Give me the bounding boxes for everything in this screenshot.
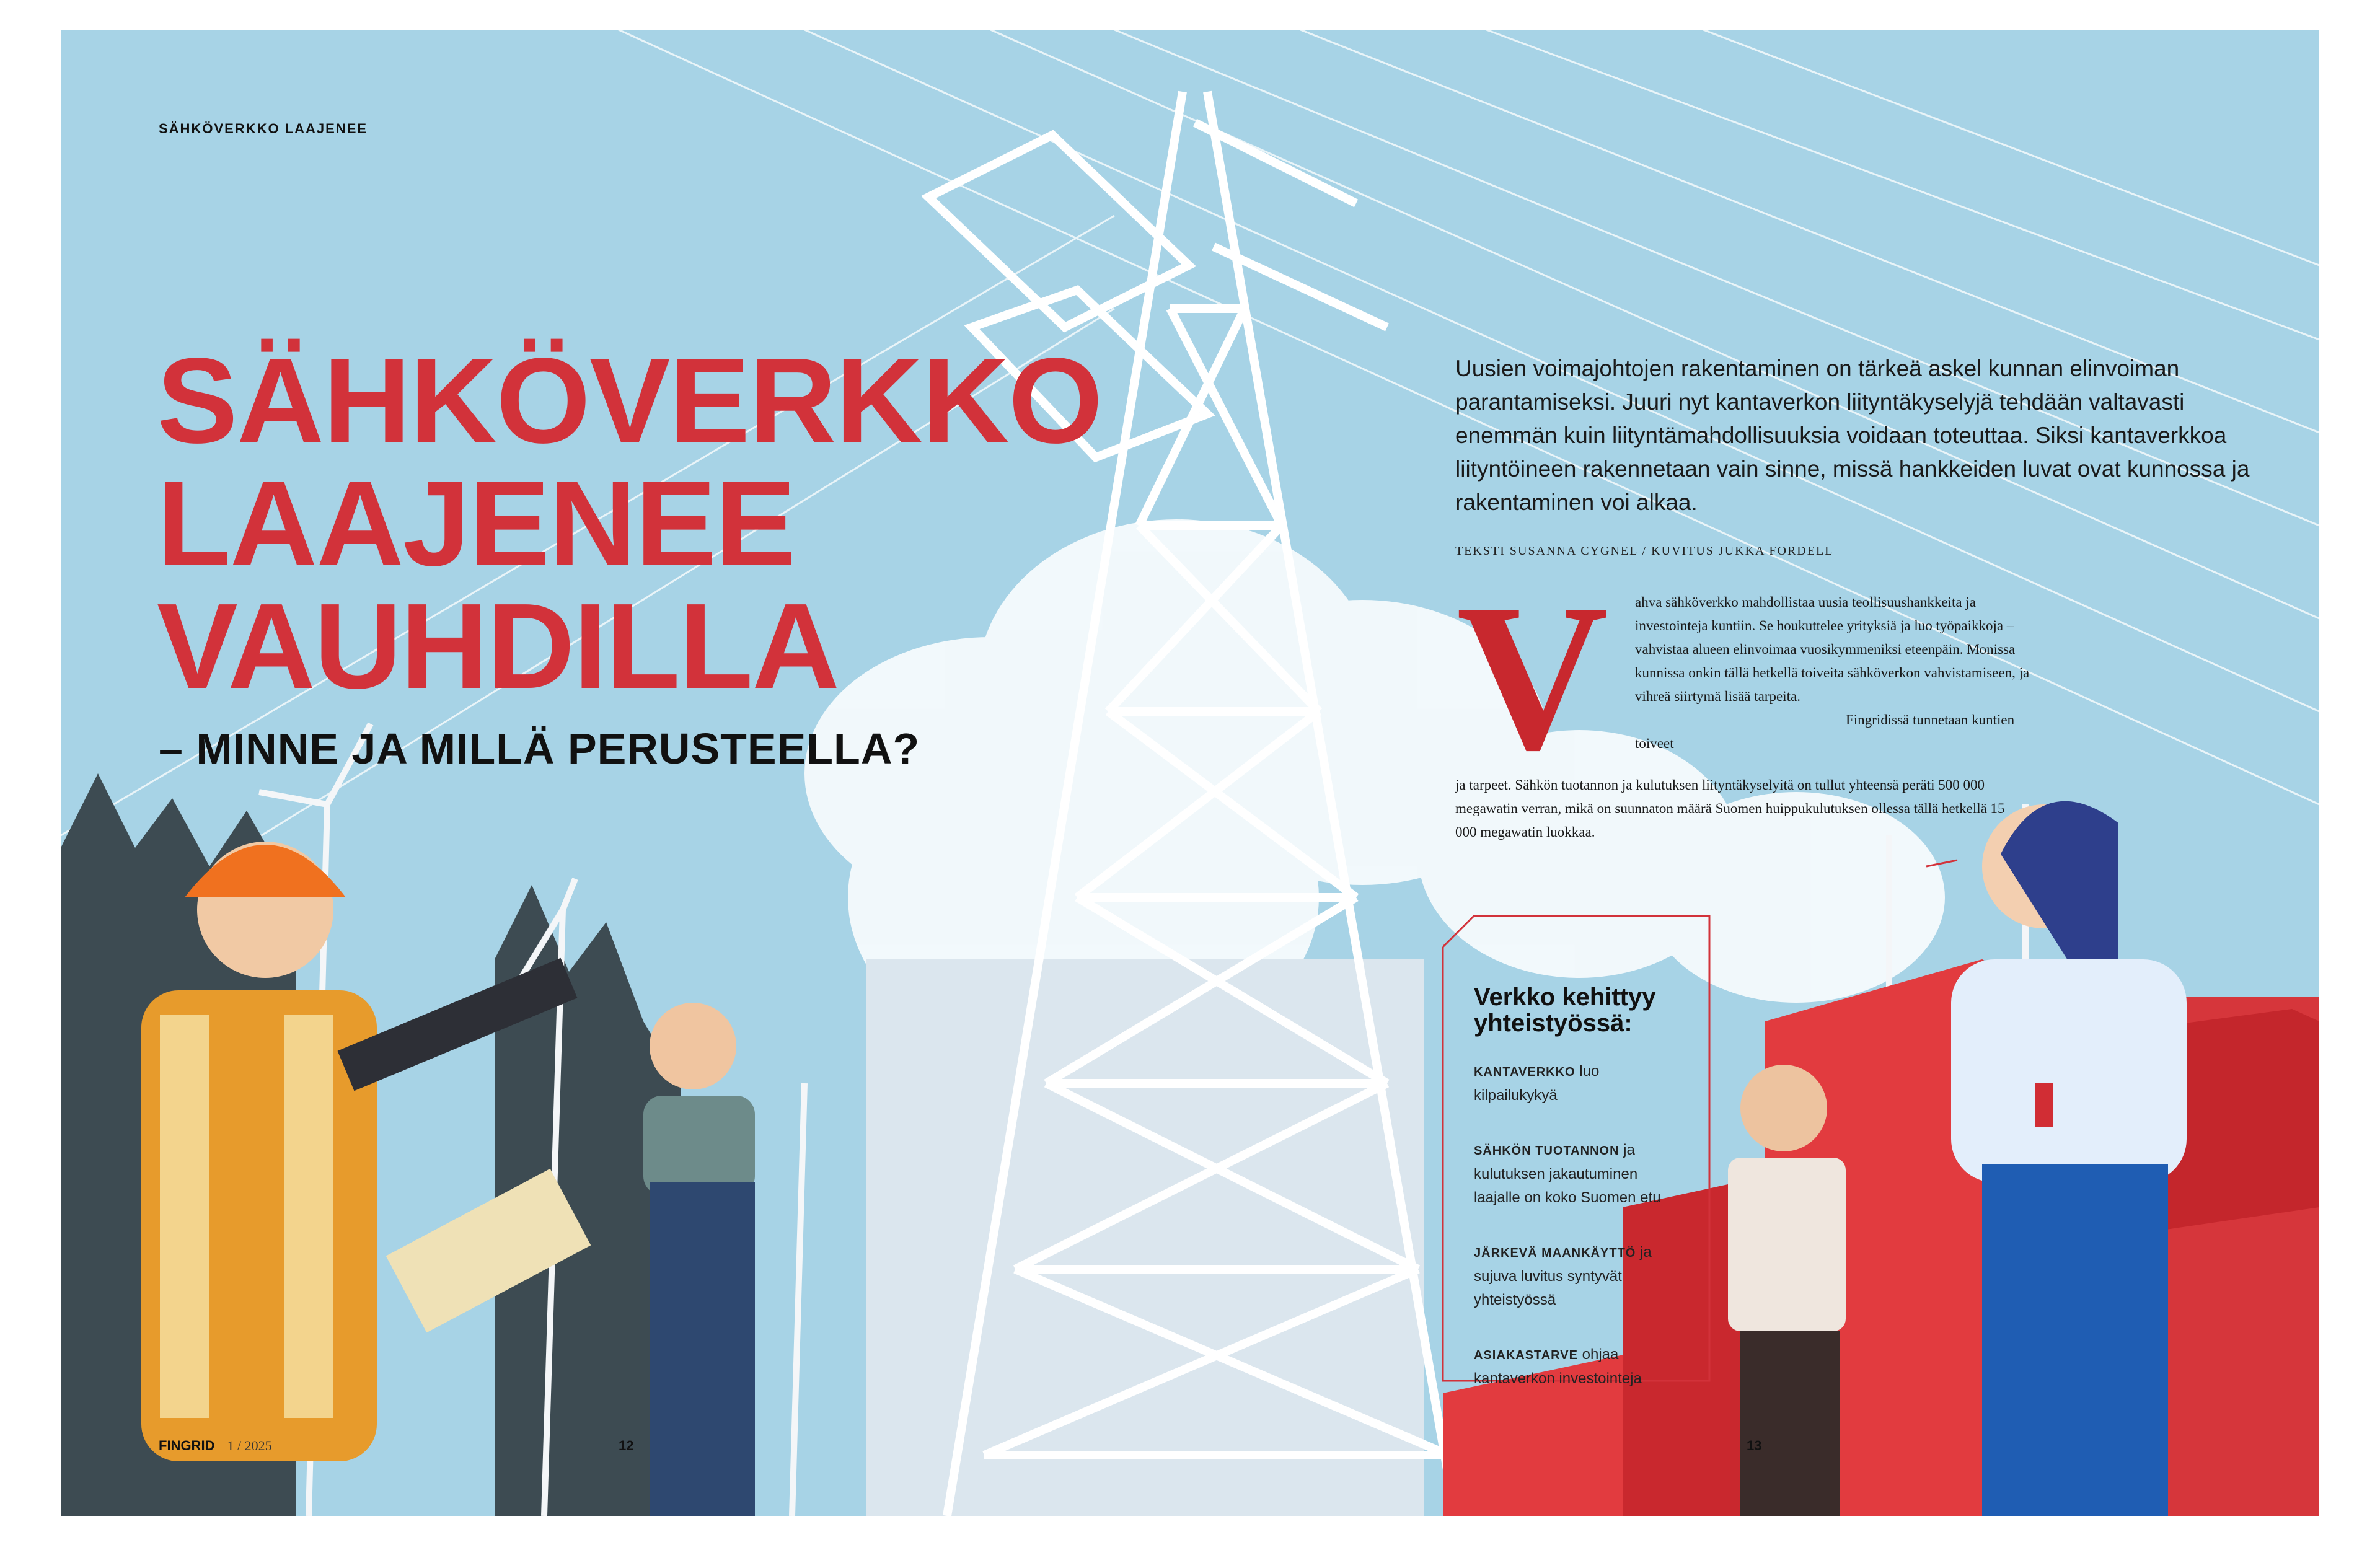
drop-cap: V <box>1457 560 1609 794</box>
body-text-1: ahva sähköverkko mahdollistaa uusia teollisuushankkeita ja investointeja kuntiin. Se houkuttelee yrityksiä ja luo työpaikkoja – vahvistaa alueen elinvoimaa vuosikymmeniksi eteenpäin. Monissa kunnissa onkin tällä hetkellä toiveita sähköverkon vahvistamiseen, ja vihreä siirtymä lisää tarpeita. <box>1635 594 2030 704</box>
lanyard-figure <box>1951 801 2187 1516</box>
pale-ground <box>866 959 1424 1516</box>
sidebar-item <box>1474 1241 1666 1312</box>
sidebar-box <box>1474 984 1666 1422</box>
sidebar-item <box>1474 1060 1666 1107</box>
lede-paragraph: Uusien voimajohtojen rakentaminen on tärkeä askel kunnan elinvoiman parantamiseksi. Juuri nyt kantaverkon liityntäkyselyjä tehdään valtavasti enemmän kuin liityntämahdollisuuksia voidaan toteuttaa. Siksi kantaverkkoa liityntöineen rakennetaan vain sinne, missä hankkeiden luvat ovat kunnossa ja rakentaminen voi alkaa. <box>1455 356 2250 515</box>
sidebar-item-text: ohjaa kantaverkon investointeja <box>1474 1346 1642 1387</box>
byline: TEKSTI SUSANNA CYGNEL / KUVITUS JUKKA FORDELL <box>1455 544 1834 558</box>
sidebar-title: Verkko kehittyy yhteistyössä: <box>1474 984 1656 1037</box>
headline <box>157 333 1148 714</box>
body-paragraph-2 <box>1455 773 2025 844</box>
sidebar-item-text: luo kilpailukykyä <box>1474 1063 1600 1104</box>
issue-number: 1 / 2025 <box>227 1438 272 1453</box>
sidebar-item <box>1474 1138 1666 1210</box>
brand-name: FINGRID <box>159 1438 215 1453</box>
headline-line-2: LAAJENEE <box>157 456 795 591</box>
magazine-spread <box>61 30 2319 1516</box>
sidebar-item-lead: ASIAKASTARVE <box>1474 1349 1578 1362</box>
folio <box>159 1438 272 1454</box>
body-paragraph-1 <box>1635 591 2044 755</box>
headline-subtitle: – MINNE JA MILLÄ PERUSTEELLA? <box>159 724 920 773</box>
sidebar-item-text: ja sujuva luvitus syntyvät yhteistyössä <box>1474 1244 1652 1308</box>
sidebar-item-lead: JÄRKEVÄ MAANKÄYTTÖ <box>1474 1246 1636 1260</box>
body-text-2: ja tarpeet. Sähkön tuotannon ja kulutuksen liityntäkyselyitä on tullut yhteensä peräti 500 000 megawatin verran, mikä on suunnaton määrä Suomen huippukulutuksen ollessa tällä hetkellä 15 000 megawatin luokkaa. <box>1455 777 2005 840</box>
sidebar-item <box>1474 1343 1666 1391</box>
sidebar-item-lead: SÄHKÖN TUOTANNON <box>1474 1144 1620 1158</box>
sidebar-item-text: ja kulutuksen jakautuminen laajalle on koko Suomen etu <box>1474 1142 1661 1206</box>
sidebar-item-lead: KANTAVERKKO <box>1474 1065 1576 1079</box>
headline-line-3: VAUHDILLA <box>157 578 839 714</box>
page-number-left: 12 <box>619 1438 634 1453</box>
section-label: SÄHKÖVERKKO LAAJENEE <box>159 121 368 136</box>
headline-line-1: SÄHKÖVERKKO <box>157 333 1102 469</box>
page-number-right: 13 <box>1747 1438 1762 1453</box>
body-text-2-lead: Fingridissä tunnetaan kuntien toiveet <box>1635 712 2015 751</box>
